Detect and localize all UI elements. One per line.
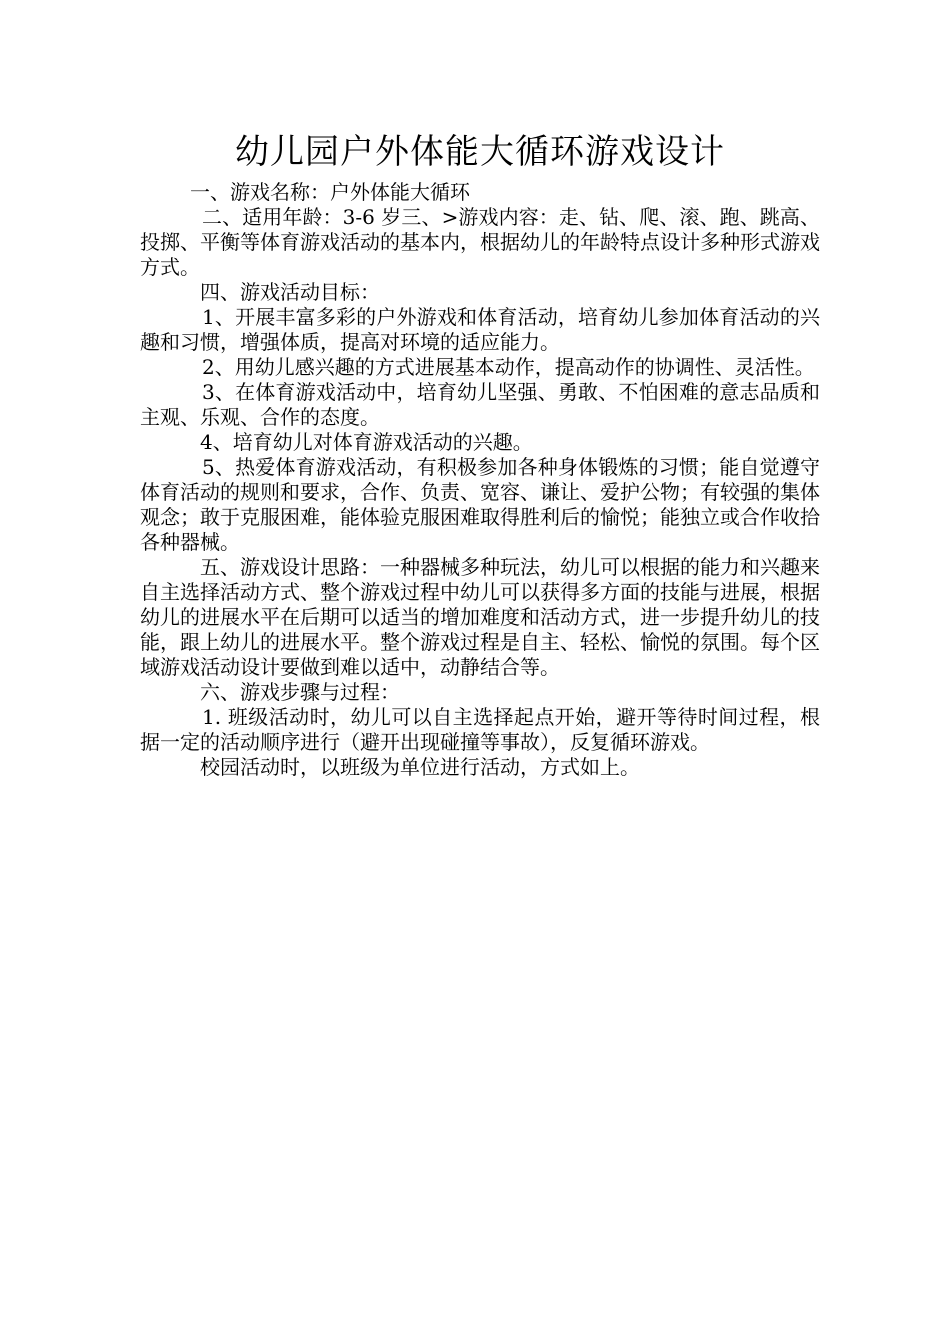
paragraph-step-1: 1. 班级活动时，幼儿可以自主选择起点开始，避开等待时间过程，根据一定的活动顺序进行（避开出现碰撞等事故），反复循环游戏。 <box>140 705 820 754</box>
paragraph-design-idea: 五、游戏设计思路：一种器械多种玩法，幼儿可以根据的能力和兴趣来自主选择活动方式、整个游戏过程中幼儿可以获得多方面的技能与进展，根据幼儿的进展水平在后期可以适当的增加难度和活动方式，进一步提升幼儿的技能，跟上幼儿的进展水平。整个游戏过程是自主、轻松、愉悦的氛围。每个区域游戏活动设计要做到难以适中，动静结合等。 <box>140 555 820 679</box>
paragraph-goal-2: 2、用幼儿感兴趣的方式进展基本动作，提高动作的协调性、灵活性。 <box>202 355 815 379</box>
paragraph-goal-4: 4、培育幼儿对体育游戏活动的兴趣。 <box>200 430 533 454</box>
paragraph-goal-1: 1、开展丰富多彩的户外游戏和体育活动，培育幼儿参加体育活动的兴趣和习惯，增强体质，提高对环境的适应能力。 <box>140 305 820 354</box>
paragraph-game-name: 一、游戏名称：户外体能大循环 <box>190 180 470 204</box>
paragraph-steps-heading: 六、游戏步骤与过程： <box>200 680 400 704</box>
paragraph-age-and-content: 二、适用年龄：3-6 岁三、>游戏内容：走、钻、爬、滚、跑、跳高、投掷、平衡等体育游戏活动的基本内，根据幼儿的年龄特点设计多种形式游戏方式。 <box>140 205 820 279</box>
document-title: 幼儿园户外体能大循环游戏设计 <box>235 132 725 172</box>
paragraph-school-activity: 校园活动时，以班级为单位进行活动，方式如上。 <box>200 755 640 779</box>
paragraph-goal-3: 3、在体育游戏活动中，培育幼儿坚强、勇敢、不怕困难的意志品质和主观、乐观、合作的态度。 <box>140 380 820 429</box>
paragraph-goal-5: 5、热爱体育游戏活动，有积极参加各种身体锻炼的习惯；能自觉遵守体育活动的规则和要求，合作、负责、宽容、谦让、爱护公物；有较强的集体观念；敢于克服困难，能体验克服困难取得胜利后的愉悦；能独立或合作收拾各种器械。 <box>140 455 820 554</box>
paragraph-goals-heading: 四、游戏活动目标： <box>200 280 380 304</box>
document-page <box>140 130 820 780</box>
